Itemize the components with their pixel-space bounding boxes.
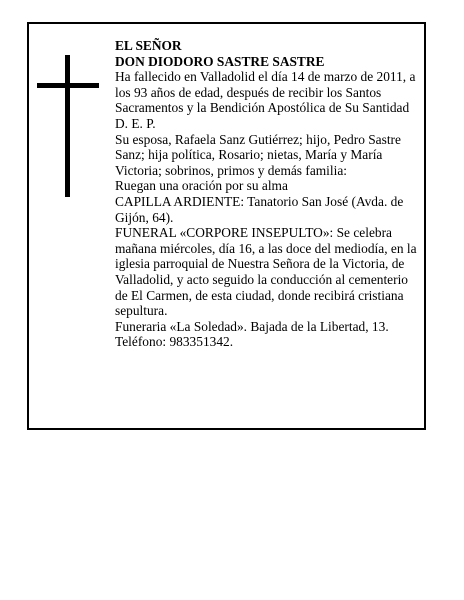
- cross-icon: [37, 55, 99, 197]
- honorific: EL SEÑOR: [115, 38, 182, 53]
- chapel-info: CAPILLA ARDIENTE: Tanatorio San José (Avda. de Gijón, 64).: [115, 193, 404, 225]
- deceased-name: DON DIODORO SASTRE SASTRE: [115, 53, 325, 69]
- notice-text: [115, 38, 420, 350]
- funeral-info: FUNERAL «CORPORE INSEPULTO»: Se celebra mañana miércoles, día 16, a las doce del mediodía, en la iglesia parroquial de Nuestra Señora de la Victoria, de Valladolid, y acto seguido la conducción al cementerio de El Carmen, de esta ciudad, donde recibirá cristiana sepultura.: [115, 225, 417, 319]
- death-announcement: Ha fallecido en Valladolid el día 14 de marzo de 2011, a los 93 años de edad, después de recibir los Santos Sacramentos y la Bendición Apostólica de Su Santidad D. E. P.: [115, 69, 416, 131]
- prayer-request: Ruegan una oración por su alma: [115, 178, 288, 194]
- family-list: Su esposa, Rafaela Sanz Gutiérrez; hijo, Pedro Sastre Sanz; hija política, Rosario; nietas, María y María Victoria; sobrinos, primos y demás familia:: [115, 131, 401, 178]
- funeral-home-info: Funeraria «La Soledad». Bajada de la Libertad, 13. Teléfono: 983351342.: [115, 318, 389, 350]
